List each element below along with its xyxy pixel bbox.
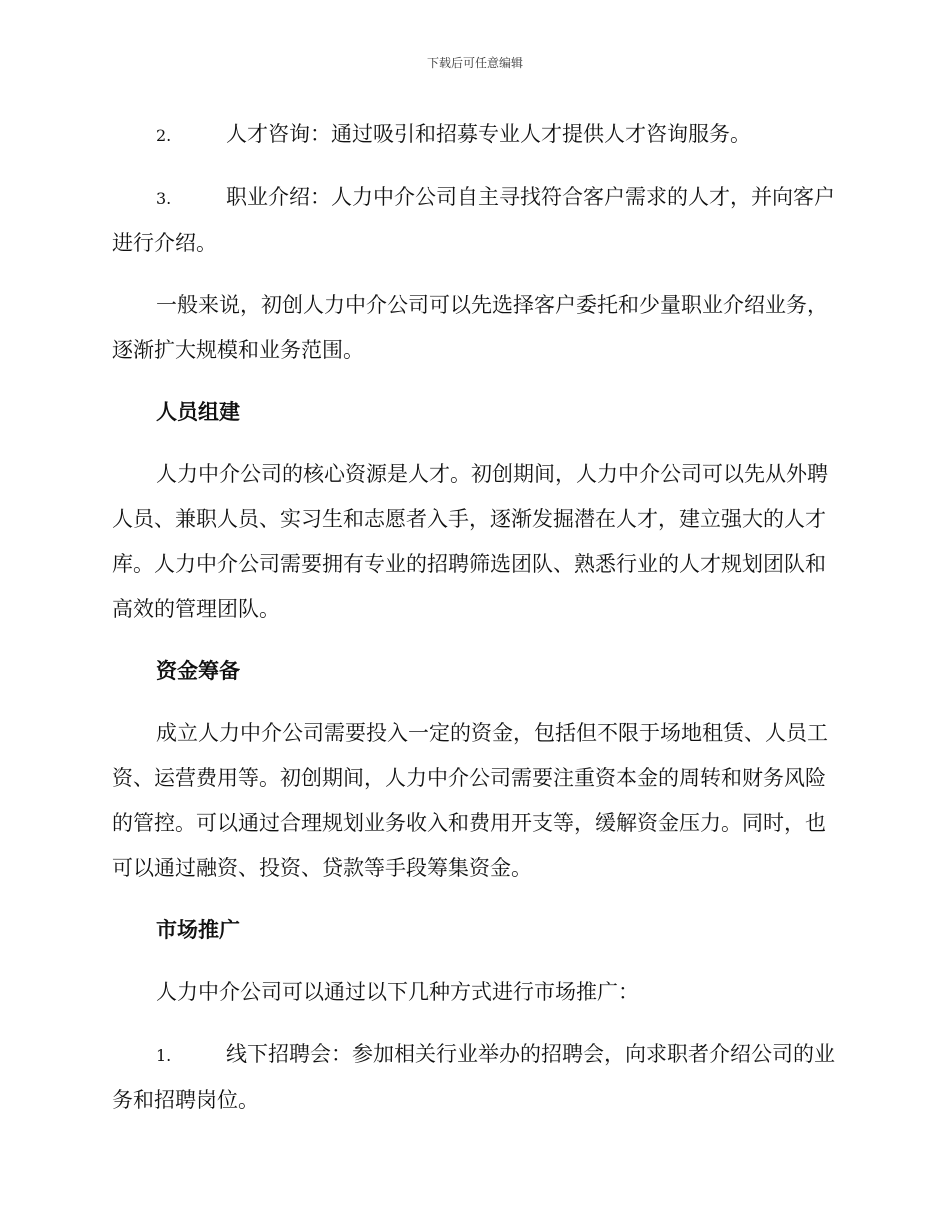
list-item-text: 人才咨询：通过吸引和招募专业人才提供人才咨询服务。 (226, 122, 751, 146)
paragraph-market: 人力中介公司可以通过以下几种方式进行市场推广： (156, 980, 639, 1004)
list-number: 3. (156, 189, 172, 208)
section-heading-staff: 人员组建 (156, 400, 240, 424)
list-item-2 (112, 112, 836, 158)
paragraph-funds: 成立人力中介公司需要投入一定的资金，包括但不限于场地租赁、人员工资、运营费用等。初创期间，人力中介公司需要注重资本金的周转和财务风险的管控。可以通过合理规划业务收入和费用开支等，缓解资金压力。同时，也可以通过融资、投资、贷款等手段筹集资金。 (112, 721, 828, 880)
list-number: 2. (156, 126, 172, 145)
section-heading-funds: 资金筹备 (156, 659, 240, 683)
page-header: 下载后可任意编辑 (426, 56, 523, 70)
list-item-1 (112, 1032, 836, 1123)
list-item-text: 线下招聘会：参加相关行业举办的招聘会，向求职者介绍公司的业务和招聘岗位。 (112, 1042, 835, 1112)
list-item-text: 职业介绍：人力中介公司自主寻找符合客户需求的人才，并向客户进行介绍。 (112, 185, 835, 255)
list-item-3 (112, 175, 836, 266)
paragraph-general: 一般来说，初创人力中介公司可以先选择客户委托和少量职业介绍业务，逐渐扩大规模和业务范围。 (112, 293, 828, 362)
paragraph-staff: 人力中介公司的核心资源是人才。初创期间，人力中介公司可以先从外聘人员、兼职人员、实习生和志愿者入手，逐渐发掘潜在人才，建立强大的人才库。人力中介公司需要拥有专业的招聘筛选团队、熟悉行业的人才规划团队和高效的管理团队。 (112, 462, 828, 621)
section-heading-market: 市场推广 (156, 918, 240, 942)
list-number: 1. (156, 1046, 172, 1065)
document-body (112, 112, 836, 1123)
